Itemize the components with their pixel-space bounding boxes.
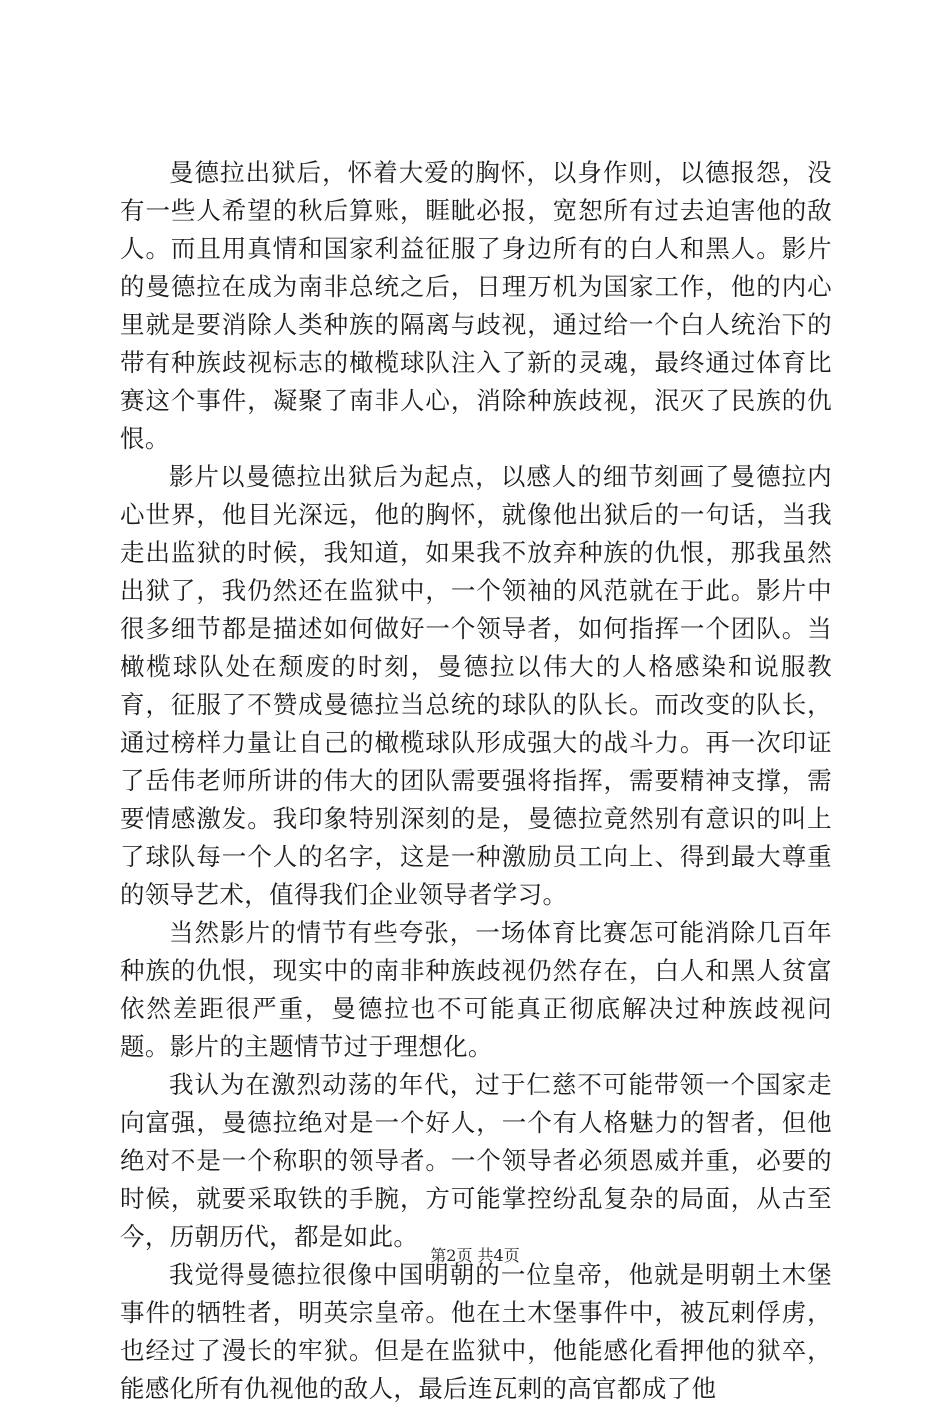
paragraph: 影片以曼德拉出狱后为起点，以感人的细节刻画了曼德拉内心世界，他目光深远，他的胸怀，就像他出狱后的一句话，当我走出监狱的时候，我知道，如果我不放弃种族的仇恨，那我虽然出狱了，我仍然还在监狱中，一个领袖的风范就在于此。影片中很多细节都是描述如何做好一个领导者，如何指挥一个团队。当橄榄球队处在颓废的时刻，曼德拉以伟大的人格感染和说服教育，征服了不赞成曼德拉当总统的球队的队长。而改变的队长，通过榜样力量让自己的橄榄球队形成强大的战斗力。再一次印证了岳伟老师所讲的伟大的团队需要强将指挥，需要精神支撑，需要情感激发。我印象特别深刻的是，曼德拉竟然别有意识的叫上了球队每一个人的名字，这是一种激励员工向上、得到最大尊重的领导艺术，值得我们企业领导者学习。 [120,462,832,909]
page-total: 共4页 [477,1246,520,1265]
document-body [120,154,832,1408]
paragraph: 我觉得曼德拉很像中国明朝的一位皇帝，他就是明朝土木堡事件的牺牲者，明英宗皇帝。他在土木堡事件中，被瓦剌俘虏，也经过了漫长的牢狱。但是在监狱中，他能感化看押他的狱卒，能感化所有仇视他的敌人，最后连瓦剌的高官都成了他 [120,1260,832,1403]
page-number: 第2页 [430,1246,473,1265]
page-footer [0,1246,950,1266]
paragraph: 曼德拉出狱后，怀着大爱的胸怀，以身作则，以德报怨，没有一些人希望的秋后算账，睚眦必报，宽恕所有过去迫害他的敌人。而且用真情和国家利益征服了身边所有的白人和黑人。影片的曼德拉在成为南非总统之后，日理万机为国家工作，他的内心里就是要消除人类种族的隔离与歧视，通过给一个白人统治下的带有种族歧视标志的橄榄球队注入了新的灵魂，最终通过体育比赛这个事件，凝聚了南非人心，消除种族歧视，泯灭了民族的仇恨。 [120,158,832,453]
paragraph: 当然影片的情节有些夸张，一场体育比赛怎可能消除几百年种族的仇恨，现实中的南非种族歧视仍然存在，白人和黑人贫富依然差距很严重，曼德拉也不可能真正彻底解决过种族歧视问题。影片的主题情节过于理想化。 [120,918,832,1061]
paragraph: 我认为在激烈动荡的年代，过于仁慈不可能带领一个国家走向富强，曼德拉绝对是一个好人，一个有人格魅力的智者，但他绝对不是一个称职的领导者。一个领导者必须恩威并重，必要的时候，就要采取铁的手腕，方可能掌控纷乱复杂的局面，从古至今，历朝历代，都是如此。 [120,1070,832,1251]
